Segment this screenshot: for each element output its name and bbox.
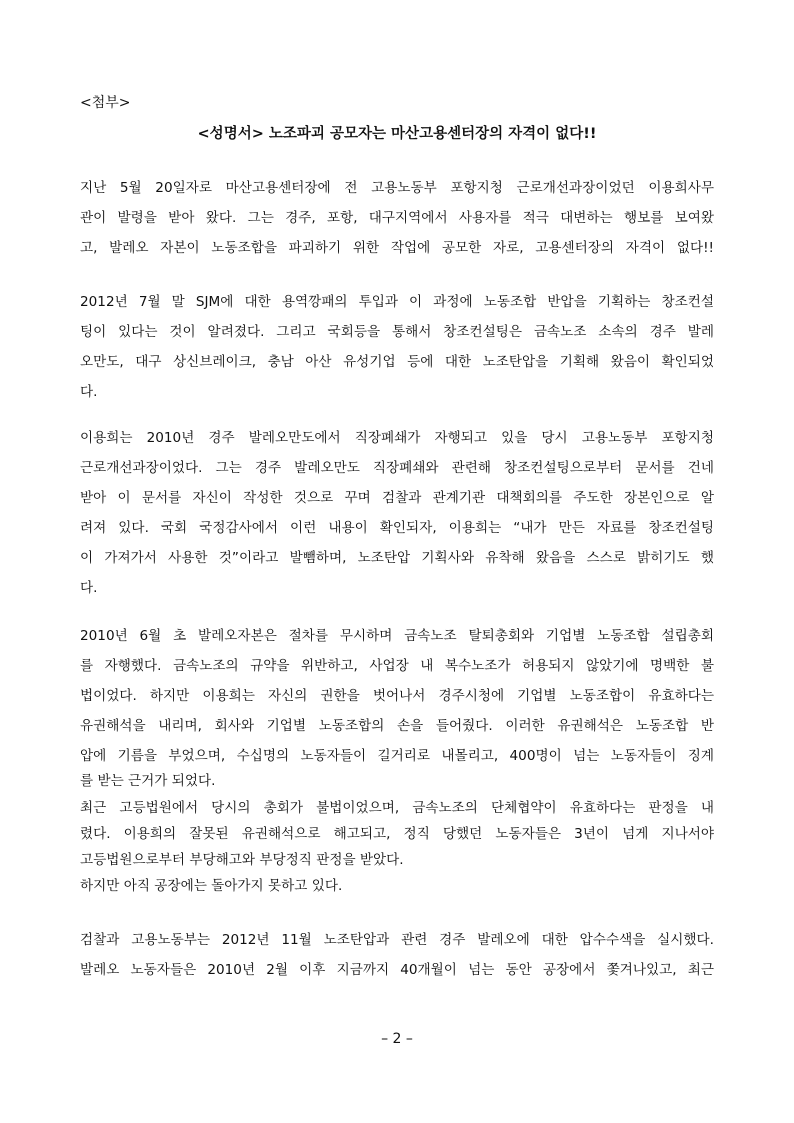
paragraph-4-line-2: 를 자행했다. 금속노조의 규약을 위반하고, 사업장 내 복수노조가 허용되지 않았기에 명백한 불: [80, 658, 714, 674]
paragraph-2-line-2: 팅이 있다는 것이 알려졌다. 그리고 국회등을 통해서 창조컨설팅은 금속노조 소속의 경주 발레: [80, 324, 714, 340]
paragraph-4-line-5: 압에 기름을 부었으며, 수십명의 노동자들이 길거리로 내몰리고, 400명이 넘는 노동자들이 징계: [80, 748, 714, 764]
paragraph-5-line-2: 발레오 노동자들은 2010년 2월 이후 지금까지 40개월이 넘는 동안 공장에서 쫓겨나있고, 최근: [80, 962, 714, 978]
paragraph-1-line-3: 고, 발레오 자본이 노동조합을 파괴하기 위한 작업에 공모한 자로, 고용센터장의 자격이 없다!!: [80, 240, 714, 256]
paragraph-4-line-3: 법이었다. 하지만 이용희는 자신의 권한을 벗어나서 경주시청에 기업별 노동조합이 유효하다는: [80, 688, 714, 704]
paragraph-2-line-1: 2012년 7월 말 SJM에 대한 용역깡패의 투입과 이 과정에 노동조합 반압을 기획하는 창조컨설: [80, 294, 714, 310]
paragraph-2-line-3: 오만도, 대구 상신브레이크, 충남 아산 유성기업 등에 대한 노조탄압을 기획해 왔음이 확인되었: [80, 354, 714, 370]
paragraph-2-line-4: 다.: [80, 384, 98, 400]
attachment-label: <첨부>: [80, 95, 131, 111]
paragraph-4-line-8: 렸다. 이용희의 잘못된 유권해석으로 해고되고, 정직 당했던 노동자들은 3년이 넘게 지나서야: [80, 826, 714, 842]
paragraph-4-line-4: 유권해석을 내리며, 회사와 기업별 노동조합의 손을 들어줬다. 이러한 유권해석은 노동조합 반: [80, 718, 714, 734]
paragraph-3-line-2: 근로개선과장이었다. 그는 경주 발레오만도 직장폐쇄와 관련해 창조컨설팅으로부터 문서를 건네: [80, 460, 714, 476]
paragraph-3-line-5: 이 가져가서 사용한 것”이라고 발뺌하며, 노조탄압 기획사와 유착해 왔음을 스스로 밝히기도 했: [80, 550, 714, 566]
paragraph-4-line-7: 최근 고등법원에서 당시의 총회가 불법이었으며, 금속노조의 단체협약이 유효하다는 판정을 내: [80, 800, 714, 816]
page-number: – 2 –: [381, 1031, 413, 1047]
paragraph-4-line-6: 를 받는 근거가 되었다.: [80, 773, 216, 789]
paragraph-3-line-3: 받아 이 문서를 자신이 작성한 것으로 꾸며 검찰과 관계기관 대책회의를 주도한 장본인으로 알: [80, 490, 714, 506]
paragraph-3-line-6: 다.: [80, 580, 98, 596]
paragraph-4-line-9: 고등법원으로부터 부당해고와 부당정직 판정을 받았다.: [80, 852, 404, 868]
paragraph-4-line-10: 하지만 아직 공장에는 돌아가지 못하고 있다.: [80, 878, 343, 894]
paragraph-1-line-2: 관이 발령을 받아 왔다. 그는 경주, 포항, 대구지역에서 사용자를 적극 대변하는 행보를 보여왔: [80, 210, 714, 226]
paragraph-3-line-1: 이용희는 2010년 경주 발레오만도에서 직장폐쇄가 자행되고 있을 당시 고용노동부 포항지청: [80, 430, 714, 446]
paragraph-1-line-1: 지난 5월 20일자로 마산고용센터장에 전 고용노동부 포항지청 근로개선과장이었던 이용희사무: [80, 180, 714, 196]
paragraph-4-line-1: 2010년 6월 초 발레오자본은 절차를 무시하며 금속노조 탈퇴총회와 기업별 노동조합 설립총회: [80, 628, 714, 644]
paragraph-5-line-1: 검찰과 고용노동부는 2012년 11월 노조탄압과 관련 경주 발레오에 대한 압수수색을 실시했다.: [80, 932, 714, 948]
paragraph-3-line-4: 려져 있다. 국회 국정감사에서 이런 내용이 확인되자, 이용희는 “내가 만든 자료를 창조컨설팅: [80, 520, 714, 536]
statement-title: <성명서> 노조파괴 공모자는 마산고용센터장의 자격이 없다!!: [197, 126, 597, 142]
